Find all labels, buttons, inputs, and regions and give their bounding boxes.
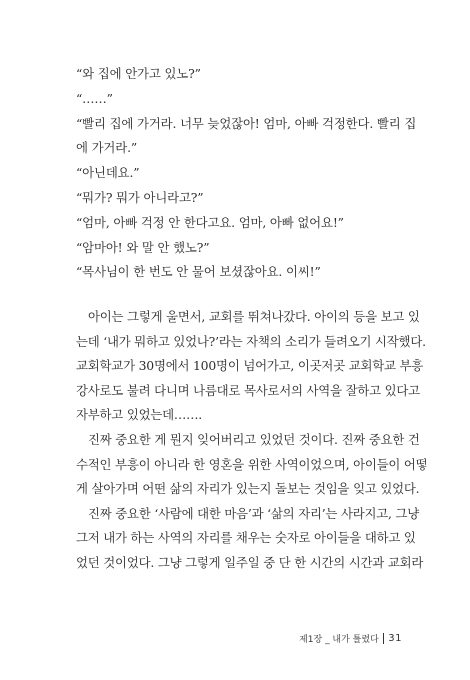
dialogue-text: “아닌데요.” [76,165,140,181]
narrative-paragraph [76,305,426,428]
dialogue-line [76,161,396,186]
narrative-line: 교회학교가 30명에서 100명이 넘어가고, 이곳저곳 교회학교 부흥 [76,358,424,374]
narrative-paragraph [76,502,424,576]
dialogue-line [76,211,396,236]
dialogue-text: “목사님이 한 번도 안 물어 보셨잖아요. 이씨!” [76,264,321,280]
page-footer [299,632,402,645]
dialogue-text: 에 가거라.” [76,140,138,156]
dialogue-line [76,186,396,211]
narrative-line: 강사로도 불려 다니며 나름대로 목사로서의 사역을 잘하고 있다고 [76,382,420,398]
dialogue-text: “……” [76,90,113,106]
dialogue-line [76,87,396,112]
dialogue-text: “엄마, 아빠 걱정 안 한다고요. 엄마, 아빠 없어요!” [76,214,344,230]
narrative-line: 자부하고 있었는데……. [76,407,203,423]
narrative-section [76,305,428,576]
dialogue-text: “암마아! 와 말 안 했노?” [76,239,210,255]
narrative-line: 게 살아가며 어떤 삶의 자리가 있는지 돌보는 것임을 잊고 있었다. [76,481,420,497]
narrative-line: 진짜 중요한 게 뭔지 잊어버리고 있었던 것이다. 진짜 중요한 건 [88,431,420,447]
footer-divider [383,633,385,644]
dialogue-line [76,112,417,162]
dialogue-text: “뭐가? 뭐가 아니라고?” [76,189,204,205]
dialogue-line [76,62,396,87]
narrative-line: 는데 ‘내가 뭐하고 있었나?’라는 자책의 소리가 들려오기 시작했다. [76,333,426,349]
dialogue-text: “와 집에 안가고 있노?” [76,66,201,81]
chapter-title: 제1장 _ 내가 틀렸다 [299,635,379,645]
narrative-paragraph [76,428,428,502]
dialogue-text: “빨리 집에 가거라. 너무 늦었잖아! 엄마, 아빠 걱정한다. 빨리 집 [76,115,417,131]
narrative-line: 그저 내가 하는 사역의 자리를 채우는 숫자로 아이들을 대하고 있 [76,530,416,546]
narrative-line: 진짜 중요한 ‘사람에 대한 마음’과 ‘삶의 자리’는 사라지고, 그냥 [88,505,420,521]
dialogue-section [76,62,417,285]
dialogue-line [76,236,396,261]
dialogue-line [76,260,396,285]
narrative-line: 수적인 부흥이 아니라 한 영혼을 위한 사역이었으며, 아이들이 어떻 [76,456,428,472]
narrative-line: 었던 것이었다. 그냥 그렇게 일주일 중 단 한 시간의 시간과 교회라 [76,554,424,570]
narrative-line: 아이는 그렇게 울면서, 교회를 뛰쳐나갔다. 아이의 등을 보고 있 [88,309,420,324]
page-number: 31 [388,633,402,644]
